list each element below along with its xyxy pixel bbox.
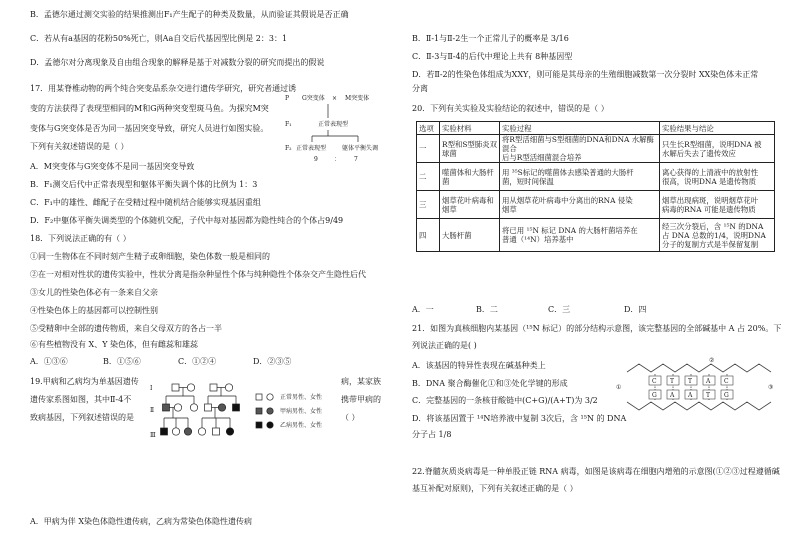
q18-option-c: C．①②④ [178,357,217,366]
table-cell: 大肠杆菌 [440,219,500,252]
table-cell: 一 [417,135,440,163]
table-cell: 用 ³⁵S标记的噬菌体去感染普通的大肠杆 菌，短时间保温 [500,163,660,191]
q21-option-d: D．将该基因置于 ¹⁴N培养液中复制 3次后，含 ¹⁵N 的 DNA [412,414,627,423]
table-cell: 二 [417,163,440,191]
legend-jia: 甲病男性、女性 [280,408,323,415]
table-cell: 离心获得的上清液中的放射性 很高，说明DNA 是遗传物质 [660,163,775,191]
table-cell: 用从烟草花叶病毒中分离出的RNA 侵染 烟草 [500,191,660,219]
f2-label: F₂ [285,145,292,152]
q20-option-c: C．三 [548,305,571,314]
dna-strands [625,352,775,422]
q19-option-c: C．Ⅱ-3与Ⅱ-4的后代中理论上共有 8种基因型 [412,52,573,61]
m-parent: M突变体 [345,95,370,102]
q17-option-b: B．F₁测交后代中正常表现型和躯体平衡失调个体的比例为 1：3 [30,180,258,189]
q22-stem-2: 基互补配对原则)，下列有关叙述正确的是（ ） [412,484,578,493]
legend-normal: 正常男性、女性 [280,394,323,401]
q21-option-d-cont: 分子占 1/8 [412,430,452,439]
q18-statement-3: ③女儿的性染色体必有一条来自父亲 [30,288,158,297]
q19-stem-2b: 携带甲病的 [341,395,381,404]
q17-stem-line4: 下列有关叙述错误的是（ ） [30,142,129,151]
table-cell: 噬菌体和大肠杆 菌 [440,163,500,191]
q21-option-a: A．该基因的特异性表现在碱基种类上 [412,361,546,370]
q17-stem-line3: 变体与G突变体是否为同一基因突变导致，研究人员进行如图实验。 [30,124,269,133]
q18-option-b: B．①⑤⑥ [103,357,141,366]
base-top: T [688,378,693,385]
table-header: 实验过程 [500,122,660,135]
q19-stem-1a: 19.甲病和乙病均为单基因遗传 [30,377,139,386]
table-cell: R型和S型肺炎双 球菌 [440,135,500,163]
f2-normal: 正常表现型 [296,145,327,152]
base-top: C [652,378,657,385]
q19-option-d: D．若Ⅱ-2的性染色体组成为XXY，则可能是其母亲的生殖细胞减数第一次分裂时 XX染色体未正常 [412,70,759,79]
q21-option-b: B．DNA 聚合酶催化①和③处化学键的形成 [412,379,568,388]
ratio-colon: ： [334,156,341,163]
q20-option-b: B．二 [476,305,498,314]
pedigree-shapes [158,378,248,444]
q18-statement-4: ④性染色体上的基因都可以控制性别 [30,306,158,315]
base-bottom: A [670,392,675,399]
q21-stem-1: 21．如图为真核细胞内某基因（¹⁵N 标记）的部分结构示意图，该完整基因的全部碱基中 A 占 20%。下 [412,324,782,333]
q19-option-a: A．甲病为伴 X染色体隐性遗传病，乙病为常染色体隐性遗传病 [30,517,253,526]
table-row [417,219,775,252]
q20-option-a: A．一 [412,305,434,314]
q22-stem-1: 22.脊髓灰质炎病毒是一种单股正链 RNA 病毒，如图是该病毒在细胞内增殖的示意图(①②③过程遵循碱 [412,467,780,476]
pedigree-legend-symbols [254,393,278,433]
table-cell: 烟草出现病斑，说明烟草花叶 病毒的RNA 可能是遗传物质 [660,191,775,219]
gen-1-label: Ⅰ [150,385,153,392]
base-bottom: G [652,392,657,399]
base-bottom: T [706,392,711,399]
legend-yi: 乙病男性、女性 [280,422,323,429]
q20-title: 20．下列有关实验及实验结论的叙述中，错误的是（ ） [412,104,609,113]
table-cell: 将R型活细菌与S型细菌的DNA和DNA 水解酶混合 后与R型活细菌混合培养 [500,135,660,163]
p-label: P [285,95,290,102]
q18-statement-2: ②在一对相对性状的遗传实验中，性状分离是指杂种显性个体与纯种隐性个体杂交产生隐性后代 [30,270,366,279]
table-cell: 三 [417,191,440,219]
q17-stem-line1: 17．用某脊椎动物的两个纯合突变品系杂交进行遗传学研究，研究者通过诱 [30,84,297,93]
base-top: T [670,378,675,385]
base-bottom: G [724,392,729,399]
q19-stem-3a: 致病基因，下列叙述错误的是 [30,413,134,422]
q17-stem-line2: 变的方法获得了表现型相同的M和G两种突变型斑马鱼。为探究M突 [30,104,269,113]
q19-stem-1b: 病，某家族 [341,377,381,386]
table-row [417,163,775,191]
q18-statement-1: ①同一生物体在不同时刻产生精子或卵细胞，染色体数一般是相同的 [30,252,270,261]
f1-phenotype: 正常表现型 [318,121,349,128]
q19-stem-2a: 遗传家系图如图，其中Ⅱ-4不 [30,395,132,404]
table-cell: 只生长R型细菌，说明DNA 被 水解后失去了遗传效应 [660,135,775,163]
table-row [417,191,775,219]
cross-lines [280,100,390,150]
q21-option-c: C．完整基因的一条核苷酸链中(C+G)/(A+T)为 3/2 [412,396,598,405]
table-cell: 烟草花叶病毒和 烟草 [440,191,500,219]
q17-option-a: A．M突变体与G突变体不是同一基因突变导致 [30,162,195,171]
q16-option-b: B．孟德尔通过测交实验的结果推测出F₁产生配子的种类及数量，从而验证其假说是否正确 [30,10,349,19]
marker-1: ① [616,384,622,391]
table-header-row [417,122,775,135]
q18-statement-5: ⑤受精卵中全部的遗传物质，来自父母双方的各占一半 [30,324,222,333]
ratio-9: 9 [314,156,318,163]
cross-sign: × [332,95,338,102]
base-bottom: A [688,392,693,399]
table-header: 实验材料 [440,122,500,135]
table-cell: 将已用 ¹⁵N 标记 DNA 的大肠杆菌培养在 普通（¹⁴N）培养基中 [500,219,660,252]
g-parent: G突变体 [302,95,325,102]
table-header: 实验结果与结论 [660,122,775,135]
marker-2: ② [709,357,715,364]
q17-option-d: D．F₂中躯体平衡失调类型的个体随机交配，子代中每对基因都为隐性纯合的个体占9/49 [30,216,344,225]
q18-option-d: D．②③⑤ [253,357,292,366]
gen-3-label: Ⅲ [150,432,156,439]
ratio-7: 7 [354,156,358,163]
marker-3: ③ [768,384,774,391]
q16-option-d: D．孟德尔对分离现象及自由组合现象的解释是基于对减数分裂的研究而提出的假说 [30,58,325,67]
q16-option-c: C．若从有a基因的花粉50%死亡，则Aa自交后代基因型比例是 2：3：1 [30,34,288,43]
table-cell: 经三次分裂后，含 ¹⁵N 的DNA 占 DNA 总数的1/4，说明DNA 分子的复制方式是半保留复制 [660,219,775,252]
q19-stem-3b: （ ） [341,413,360,422]
q18-option-a: A．①③⑥ [30,357,68,366]
f2-abnormal: 躯体平衡失调 [342,145,379,152]
q18-title: 18．下列说法正确的有（ ） [30,234,131,243]
table-header: 选项 [417,122,440,135]
table-row [417,135,775,163]
base-top: A [706,378,711,385]
q21-stem-2: 列说法正确的是( ) [412,341,477,350]
q20-option-d: D．四 [624,305,647,314]
base-top: C [724,378,729,385]
f1-label: F₁ [285,121,292,128]
q19-option-d-cont: 分离 [412,84,428,93]
gen-2-label: Ⅱ [150,407,155,414]
q20-table [416,121,775,252]
q19-option-b: B．Ⅱ-1与Ⅱ-2生一个正常儿子的概率是 3/16 [412,34,569,43]
q18-statement-6: ⑥有些植物没有 X、Y 染色体，但有雌蕊和雄蕊 [30,340,199,349]
q17-option-c: C．F₁中的雄性、雌配子在受精过程中随机结合能够实现基因重组 [30,198,261,207]
table-cell: 四 [417,219,440,252]
